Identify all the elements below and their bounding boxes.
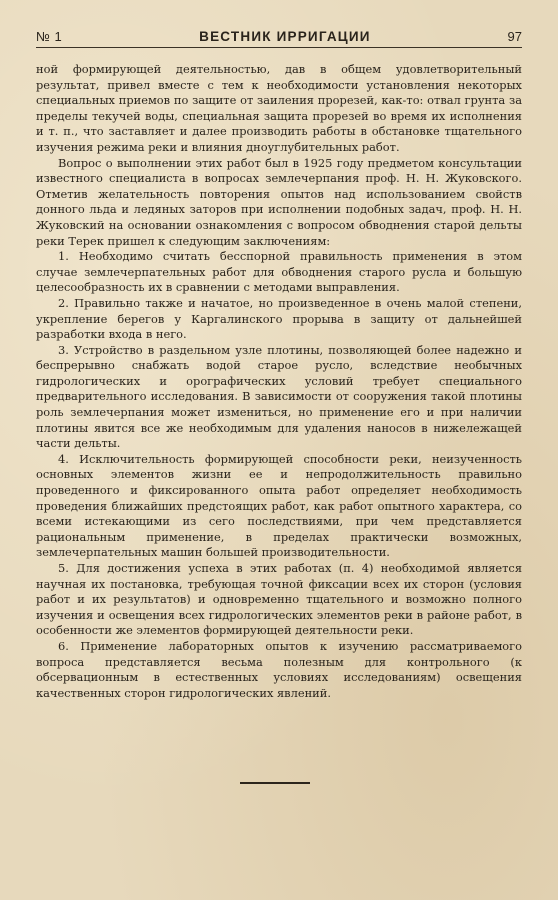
article-body [36,62,522,701]
conclusion-item-3: 3. Устройство в раздельном узле плотины, позволяющей более надежно и беспрерывно снабжать водой старое русло, вследствие необычных гидрологических и орографических условий требует специального предварительного исследования. В зависимости от сооружения такой плотины роль землечерпания может измениться, но применение его и при наличии плотины явится все же необходимым для удаления наносов в нижележащей части дельты. [36,342,522,451]
journal-title: ВЕСТНИК ИРРИГАЦИИ [199,29,371,44]
running-header [36,22,522,48]
paragraph-continuation: ной формирующей деятельностью, дав в общем удовлетворительный результат, привел вместе с тем к необходимости установления некоторых специальных приемов по защите от заиления прорезей, как-то: отвал грунта за пределы текучей воды, специальная защита прорезей во время их исполнения и т. п., что заставляет и далее производить работы в обстановке тщательного изучения режима реки и влияния дноуглубительных работ. [36,62,522,154]
paragraph-consultation: Вопрос о выполнении этих работ был в 1925 году предметом консультации известного специалиста в вопросах землечерпания проф. Н. Н. Жуковского. Отметив желательность повторения опытов над использованием свойств донного льда и ледяных заторов при исполнении подобных задач, проф. Н. Н. Жуковский на основании ознакомления с вопросом обводнения старой дельты реки Терек пришел к следующим заключениям: [36,155,522,248]
conclusion-item-2: 2. Правильно также и начатое, но произведенное в очень малой степени, укрепление берегов у Каргалинского прорыва в защиту от дальнейшей разработки входа в него. [36,295,522,342]
conclusion-item-4: 4. Исключительность формирующей способности реки, неизученность основных элементов жизни ее и непродолжительность правильно проведенного и фиксированного опыта работ определяет необходимость проведения ближайших предстоящих работ, как работ опытного характера, со всеми истекающими из сего последствиями, при чем представляется рациональным применение, в пределах практически возможных, землечерпательных машин большей производительности. [36,451,522,560]
page-number: 97 [507,29,522,44]
conclusion-item-1: 1. Необходимо считать бесспорной правильность применения в этом случае землечерпательных работ для обводнения старого русла и большую целесообразность их в сравнении с методами выправления. [36,249,522,295]
issue-number: № 1 [36,29,63,44]
conclusion-item-5: 5. Для достижения успеха в этих работах (п. 4) необходимой является научная их постановка, требующая точной фиксации всех их сторон (условия работ и их результатов) и одновременно тщательного и возможно полного изучения и освещения всех гидрологических элементов реки в районе работ, в особенности же элементов формирующей деятельности реки. [36,561,522,638]
conclusion-item-6: 6. Применение лабораторных опытов к изучению рассматриваемого вопроса представляется весьма полезным для контрольного (к обсервационным в естественных условиях исследованиям) освещения качественных сторон гидрологических явлений. [36,638,522,700]
end-divider-rule [240,782,310,784]
